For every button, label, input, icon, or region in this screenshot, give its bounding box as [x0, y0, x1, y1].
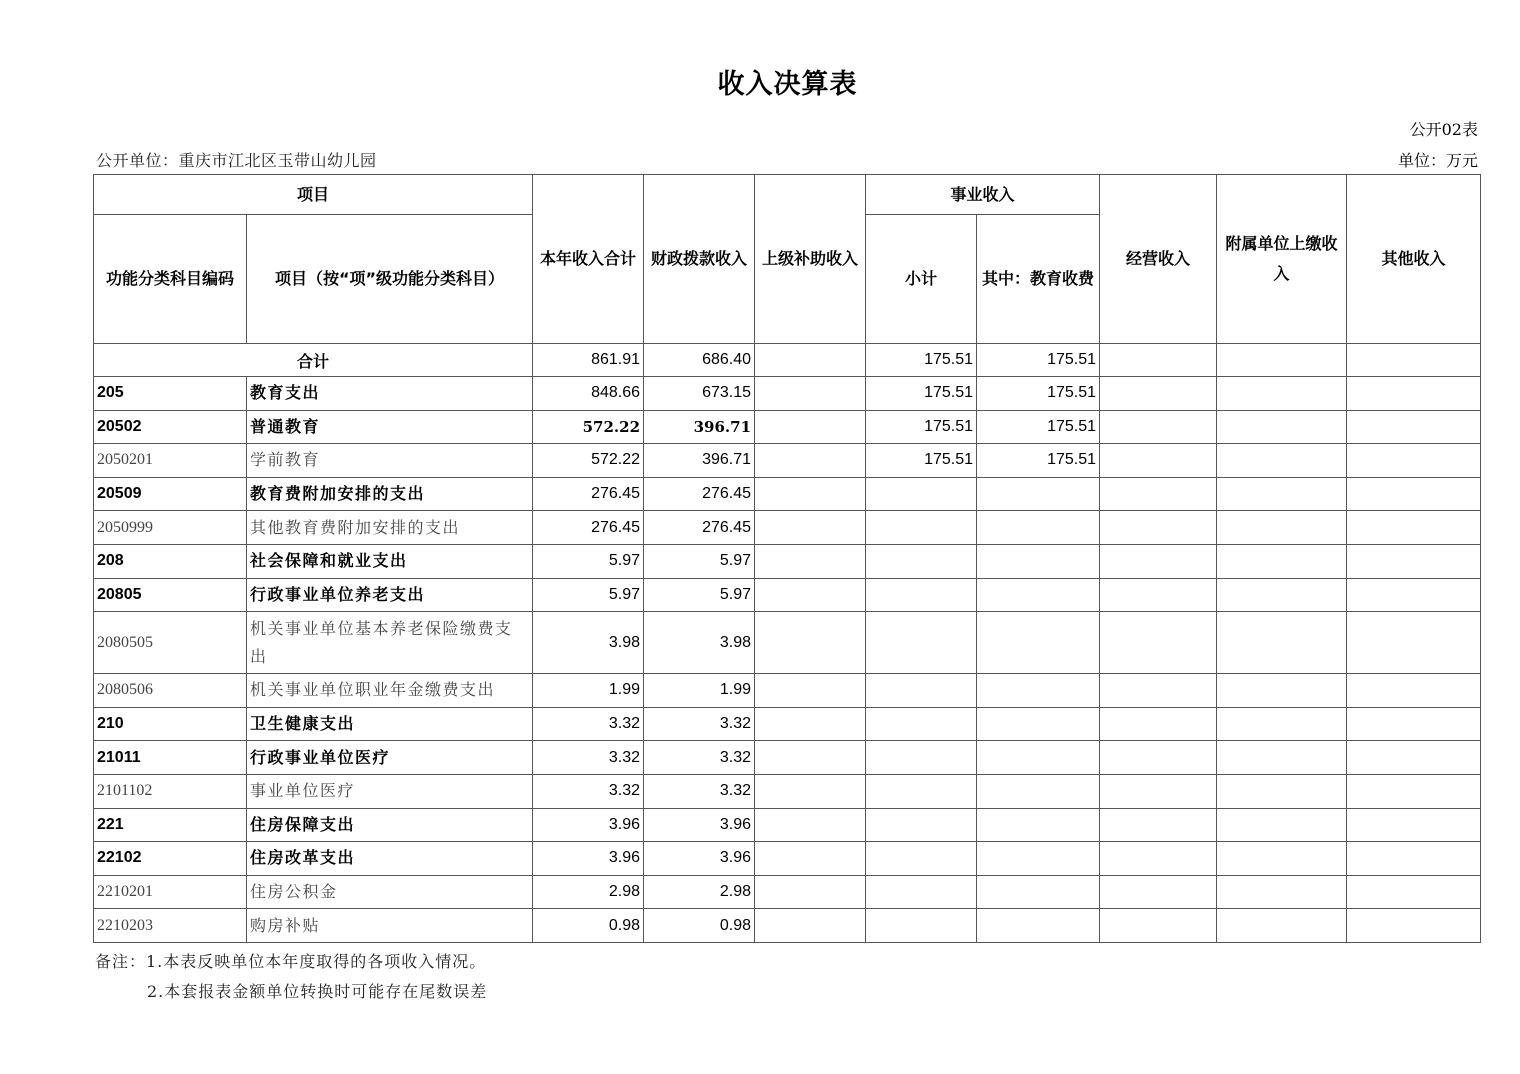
- cell-code: 205: [94, 377, 247, 411]
- cell-affiliated: [1217, 578, 1347, 612]
- cell-operating: [1100, 808, 1217, 842]
- cell-fiscal: 2.98: [644, 875, 755, 909]
- cell-item-name: 事业单位医疗: [247, 774, 533, 808]
- table-number: 公开02表: [1409, 120, 1478, 139]
- cell-edu-fee: [977, 674, 1100, 708]
- cell-subtotal: [866, 741, 977, 775]
- cell-code: 22102: [94, 842, 247, 876]
- cell-operating: [1100, 842, 1217, 876]
- cell-code: 20509: [94, 477, 247, 511]
- cell-item-name: 社会保障和就业支出: [247, 544, 533, 578]
- cell-fiscal: 3.98: [644, 612, 755, 674]
- cell-superior: [755, 444, 866, 478]
- table-row: [94, 741, 1481, 775]
- cell-edu-fee: [977, 909, 1100, 943]
- cell-other: [1347, 674, 1481, 708]
- header-item: 项目（按“项”级功能分类科目）: [247, 215, 533, 344]
- total-row: [94, 344, 1481, 377]
- note-1: 备注：1.本表反映单位本年度取得的各项收入情况。: [95, 952, 487, 971]
- notes: [95, 947, 487, 1007]
- cell-total: 2.98: [533, 875, 644, 909]
- total-cell-affiliated: [1217, 344, 1347, 377]
- cell-subtotal: [866, 842, 977, 876]
- cell-subtotal: [866, 774, 977, 808]
- cell-superior: [755, 875, 866, 909]
- cell-code: 2101102: [94, 774, 247, 808]
- cell-total: 3.98: [533, 612, 644, 674]
- cell-operating: [1100, 612, 1217, 674]
- cell-code: 2080505: [94, 612, 247, 674]
- cell-operating: [1100, 909, 1217, 943]
- total-cell-operating: [1100, 344, 1217, 377]
- cell-total: 3.32: [533, 707, 644, 741]
- cell-item-name: 住房保障支出: [247, 808, 533, 842]
- table-row: [94, 808, 1481, 842]
- cell-item-name: 购房补贴: [247, 909, 533, 943]
- cell-item-name: 机关事业单位基本养老保险缴费支出: [247, 612, 533, 674]
- cell-operating: [1100, 511, 1217, 545]
- cell-operating: [1100, 410, 1217, 444]
- cell-fiscal: 5.97: [644, 578, 755, 612]
- cell-total: 5.97: [533, 578, 644, 612]
- cell-edu-fee: [977, 544, 1100, 578]
- income-table: [93, 174, 1481, 943]
- table-row: [94, 544, 1481, 578]
- unit-label: 单位：万元: [1397, 151, 1478, 170]
- total-label: 合计: [94, 344, 533, 377]
- cell-superior: [755, 808, 866, 842]
- cell-total: 848.66: [533, 377, 644, 411]
- header-superior: 上级补助收入: [755, 175, 866, 344]
- cell-edu-fee: [977, 774, 1100, 808]
- total-cell-subtotal: 175.51: [866, 344, 977, 377]
- cell-superior: [755, 578, 866, 612]
- table-row: [94, 909, 1481, 943]
- cell-operating: [1100, 544, 1217, 578]
- cell-edu-fee: [977, 741, 1100, 775]
- cell-other: [1347, 444, 1481, 478]
- cell-fiscal: 3.96: [644, 808, 755, 842]
- cell-edu-fee: [977, 875, 1100, 909]
- cell-subtotal: [866, 674, 977, 708]
- total-cell-total: 861.91: [533, 344, 644, 377]
- cell-item-name: 住房公积金: [247, 875, 533, 909]
- cell-other: [1347, 578, 1481, 612]
- cell-superior: [755, 544, 866, 578]
- cell-fiscal: 396.71: [644, 444, 755, 478]
- header-code: 功能分类科目编码: [94, 215, 247, 344]
- table-row: [94, 410, 1481, 444]
- header-operating: 经营收入: [1100, 175, 1217, 344]
- cell-superior: [755, 707, 866, 741]
- cell-superior: [755, 842, 866, 876]
- cell-subtotal: [866, 511, 977, 545]
- cell-affiliated: [1217, 444, 1347, 478]
- cell-subtotal: [866, 875, 977, 909]
- cell-edu-fee: [977, 842, 1100, 876]
- cell-affiliated: [1217, 842, 1347, 876]
- cell-fiscal: 3.32: [644, 741, 755, 775]
- cell-total: 3.32: [533, 774, 644, 808]
- cell-code: 210: [94, 707, 247, 741]
- cell-code: 221: [94, 808, 247, 842]
- table-row: [94, 875, 1481, 909]
- cell-code: 208: [94, 544, 247, 578]
- cell-superior: [755, 410, 866, 444]
- cell-item-name: 行政事业单位医疗: [247, 741, 533, 775]
- cell-operating: [1100, 707, 1217, 741]
- cell-edu-fee: [977, 707, 1100, 741]
- cell-item-name: 教育支出: [247, 377, 533, 411]
- cell-code: 2050201: [94, 444, 247, 478]
- cell-item-name: 卫生健康支出: [247, 707, 533, 741]
- cell-affiliated: [1217, 612, 1347, 674]
- cell-operating: [1100, 674, 1217, 708]
- cell-other: [1347, 544, 1481, 578]
- org-name: 公开单位：重庆市江北区玉带山幼儿园: [96, 151, 377, 170]
- cell-item-name: 普通教育: [247, 410, 533, 444]
- cell-item-name: 教育费附加安排的支出: [247, 477, 533, 511]
- cell-affiliated: [1217, 808, 1347, 842]
- cell-other: [1347, 511, 1481, 545]
- cell-edu-fee: [977, 511, 1100, 545]
- page-title: 收入决算表: [717, 69, 858, 100]
- table-row: [94, 707, 1481, 741]
- cell-superior: [755, 909, 866, 943]
- cell-fiscal: 0.98: [644, 909, 755, 943]
- header-fiscal: 财政拨款收入: [644, 175, 755, 344]
- cell-edu-fee: 175.51: [977, 444, 1100, 478]
- cell-code: 21011: [94, 741, 247, 775]
- cell-operating: [1100, 875, 1217, 909]
- cell-other: [1347, 612, 1481, 674]
- cell-total: 3.96: [533, 808, 644, 842]
- table-row: [94, 612, 1481, 674]
- cell-fiscal: 5.97: [644, 544, 755, 578]
- total-cell-superior: [755, 344, 866, 377]
- table-row: [94, 842, 1481, 876]
- cell-superior: [755, 612, 866, 674]
- cell-code: 20502: [94, 410, 247, 444]
- cell-fiscal: 1.99: [644, 674, 755, 708]
- cell-operating: [1100, 578, 1217, 612]
- cell-operating: [1100, 741, 1217, 775]
- total-cell-edu-fee: 175.51: [977, 344, 1100, 377]
- cell-other: [1347, 875, 1481, 909]
- cell-superior: [755, 511, 866, 545]
- cell-subtotal: [866, 808, 977, 842]
- total-cell-other: [1347, 344, 1481, 377]
- cell-fiscal: 276.45: [644, 511, 755, 545]
- cell-other: [1347, 774, 1481, 808]
- table-row: [94, 578, 1481, 612]
- table-row: [94, 674, 1481, 708]
- cell-affiliated: [1217, 774, 1347, 808]
- unit-row: [96, 148, 1478, 170]
- cell-operating: [1100, 477, 1217, 511]
- cell-subtotal: [866, 909, 977, 943]
- cell-superior: [755, 477, 866, 511]
- cell-total: 5.97: [533, 544, 644, 578]
- cell-subtotal: 175.51: [866, 410, 977, 444]
- cell-edu-fee: 175.51: [977, 377, 1100, 411]
- cell-fiscal: 3.96: [644, 842, 755, 876]
- header-edu-fee: 其中：教育收费: [977, 215, 1100, 344]
- header-affiliated: 附属单位上缴收入: [1217, 175, 1347, 344]
- cell-affiliated: [1217, 511, 1347, 545]
- cell-code: 2210201: [94, 875, 247, 909]
- cell-edu-fee: [977, 477, 1100, 511]
- cell-fiscal: 673.15: [644, 377, 755, 411]
- cell-subtotal: 175.51: [866, 444, 977, 478]
- cell-affiliated: [1217, 674, 1347, 708]
- cell-subtotal: [866, 707, 977, 741]
- cell-fiscal: 396.71: [644, 410, 755, 444]
- header-business: 事业收入: [866, 175, 1100, 215]
- table-row: [94, 377, 1481, 411]
- cell-total: 3.32: [533, 741, 644, 775]
- table-row: [94, 774, 1481, 808]
- cell-other: [1347, 842, 1481, 876]
- cell-other: [1347, 707, 1481, 741]
- cell-total: 572.22: [533, 410, 644, 444]
- cell-edu-fee: [977, 808, 1100, 842]
- header-total: 本年收入合计: [533, 175, 644, 344]
- cell-item-name: 其他教育费附加安排的支出: [247, 511, 533, 545]
- cell-code: 2080506: [94, 674, 247, 708]
- cell-superior: [755, 377, 866, 411]
- cell-total: 276.45: [533, 511, 644, 545]
- cell-item-name: 行政事业单位养老支出: [247, 578, 533, 612]
- cell-affiliated: [1217, 377, 1347, 411]
- cell-affiliated: [1217, 410, 1347, 444]
- note-2: 2.本套报表金额单位转换时可能存在尾数误差: [147, 982, 488, 1001]
- table-row: [94, 444, 1481, 478]
- cell-code: 2210203: [94, 909, 247, 943]
- cell-affiliated: [1217, 741, 1347, 775]
- cell-affiliated: [1217, 909, 1347, 943]
- cell-code: 2050999: [94, 511, 247, 545]
- header-project: 项目: [94, 175, 533, 215]
- cell-other: [1347, 909, 1481, 943]
- cell-subtotal: 175.51: [866, 377, 977, 411]
- cell-edu-fee: [977, 612, 1100, 674]
- cell-operating: [1100, 774, 1217, 808]
- cell-subtotal: [866, 578, 977, 612]
- header-other: 其他收入: [1347, 175, 1481, 344]
- cell-fiscal: 3.32: [644, 774, 755, 808]
- cell-superior: [755, 674, 866, 708]
- cell-subtotal: [866, 612, 977, 674]
- cell-total: 0.98: [533, 909, 644, 943]
- cell-total: 276.45: [533, 477, 644, 511]
- cell-item-name: 机关事业单位职业年金缴费支出: [247, 674, 533, 708]
- cell-superior: [755, 741, 866, 775]
- table-row: [94, 477, 1481, 511]
- cell-affiliated: [1217, 707, 1347, 741]
- cell-other: [1347, 410, 1481, 444]
- cell-subtotal: [866, 544, 977, 578]
- cell-operating: [1100, 377, 1217, 411]
- table-row: [94, 511, 1481, 545]
- cell-item-name: 学前教育: [247, 444, 533, 478]
- cell-other: [1347, 741, 1481, 775]
- cell-superior: [755, 774, 866, 808]
- cell-edu-fee: [977, 578, 1100, 612]
- cell-affiliated: [1217, 875, 1347, 909]
- cell-affiliated: [1217, 477, 1347, 511]
- cell-operating: [1100, 444, 1217, 478]
- cell-affiliated: [1217, 544, 1347, 578]
- cell-other: [1347, 808, 1481, 842]
- cell-fiscal: 3.32: [644, 707, 755, 741]
- header-subtotal: 小计: [866, 215, 977, 344]
- total-cell-fiscal: 686.40: [644, 344, 755, 377]
- cell-item-name: 住房改革支出: [247, 842, 533, 876]
- cell-other: [1347, 377, 1481, 411]
- cell-other: [1347, 477, 1481, 511]
- cell-total: 1.99: [533, 674, 644, 708]
- cell-total: 572.22: [533, 444, 644, 478]
- cell-fiscal: 276.45: [644, 477, 755, 511]
- cell-edu-fee: 175.51: [977, 410, 1100, 444]
- cell-total: 3.96: [533, 842, 644, 876]
- cell-subtotal: [866, 477, 977, 511]
- cell-code: 20805: [94, 578, 247, 612]
